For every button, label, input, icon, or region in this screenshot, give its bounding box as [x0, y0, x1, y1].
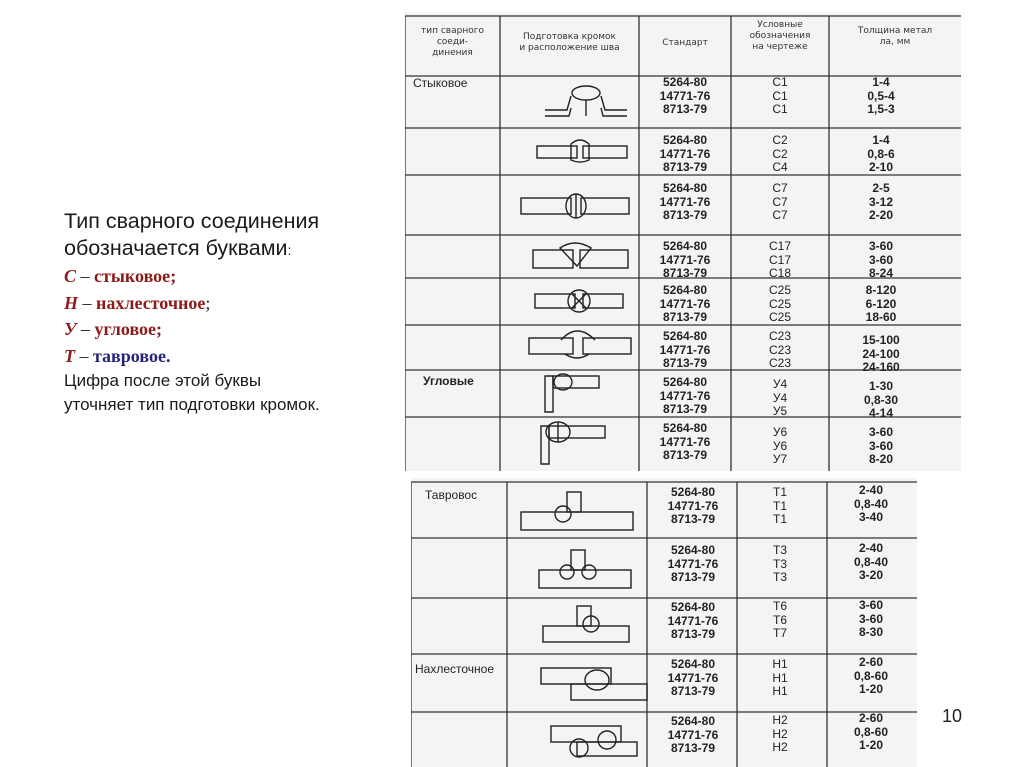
- legend-item-butt: [64, 263, 394, 290]
- code: С4: [772, 160, 788, 174]
- standard: 14771-76: [659, 342, 711, 357]
- standard: 8713-79: [670, 684, 716, 698]
- thickness: 0,8-30: [863, 392, 899, 407]
- thickness: 3-60: [868, 425, 894, 439]
- thickness-cell: [841, 426, 921, 467]
- codes-cell: [755, 134, 805, 175]
- weld-sketch-u6: [541, 422, 605, 464]
- standards-cell: [641, 182, 729, 223]
- weld-sketch-t3: [539, 550, 631, 588]
- thickness-cell: [841, 284, 921, 325]
- header-codes: [731, 20, 829, 53]
- weld-sketch-c1: [545, 86, 627, 116]
- header-codes-line3: на чертеже: [752, 42, 808, 52]
- standard: 14771-76: [659, 88, 711, 103]
- standards-cell: [641, 376, 729, 417]
- header-thickness-line2: ла, мм: [879, 37, 911, 47]
- legend-tail: ;: [170, 266, 177, 286]
- standard: 5264-80: [662, 375, 708, 389]
- standard: 14771-76: [659, 146, 711, 161]
- thickness: 0,8-60: [853, 668, 889, 683]
- standard: 5264-80: [670, 543, 716, 557]
- standard: 14771-76: [659, 388, 711, 403]
- thickness: 24-160: [862, 360, 900, 374]
- thickness: 15-100: [862, 333, 900, 347]
- thickness: 4-14: [868, 406, 894, 420]
- legend-letter: Т: [64, 345, 75, 366]
- standard: 5264-80: [662, 181, 708, 195]
- standard: 14771-76: [667, 556, 719, 571]
- header-prep-line2: и расположение шва: [519, 43, 620, 53]
- thickness: 1,5-3: [867, 102, 895, 116]
- code: С1: [772, 75, 788, 89]
- weld-sketch-c2: [537, 140, 627, 162]
- intro-heading: [64, 208, 394, 263]
- code: С23: [768, 342, 791, 357]
- code: С17: [768, 239, 791, 253]
- thickness-cell: [831, 656, 911, 697]
- standard: 5264-80: [662, 239, 708, 253]
- weld-sketch-c7: [521, 194, 629, 218]
- group-tee: Тавровос: [425, 488, 478, 502]
- codes-cell: [755, 544, 805, 585]
- header-type: [405, 26, 500, 59]
- standards-cell: [649, 601, 737, 642]
- codes-cell: [755, 330, 805, 371]
- standards-cell: [641, 284, 729, 325]
- thickness: 6-120: [865, 296, 897, 311]
- header-prep-line1: Подготовка кромок: [523, 32, 616, 42]
- weld-table-top: [405, 12, 961, 471]
- code: У6: [772, 438, 788, 453]
- standards-cell: [641, 134, 729, 175]
- standards-cell: [649, 658, 737, 699]
- codes-cell: [755, 240, 805, 281]
- header-thickness: [829, 26, 961, 48]
- standard: 5264-80: [662, 329, 708, 343]
- thickness: 1-20: [858, 738, 884, 752]
- standard: 14771-76: [667, 613, 719, 628]
- weld-sketch-c17: [533, 243, 628, 268]
- codes-cell: [755, 76, 805, 117]
- code: Т1: [772, 512, 787, 526]
- weld-sketch-h2: [551, 726, 637, 757]
- weld-sketch-t1: [521, 492, 633, 530]
- thickness: 8-120: [865, 283, 897, 297]
- code: Н1: [772, 684, 788, 698]
- legend-text: нахлесточное: [96, 292, 206, 313]
- legend-item-lap: [64, 290, 394, 317]
- standard: 14771-76: [659, 252, 711, 267]
- header-type-line1: тип сварного соеди-: [421, 26, 484, 47]
- code: С18: [768, 266, 791, 280]
- legend-dash: –: [75, 345, 93, 366]
- legend-dash: –: [76, 319, 95, 339]
- standard: 8713-79: [662, 402, 708, 416]
- codes-cell: [755, 284, 805, 325]
- weld-table-bottom: [411, 478, 917, 767]
- standard: 8713-79: [670, 570, 716, 584]
- thickness-cell: [841, 380, 921, 421]
- thickness: 0,8-40: [853, 496, 889, 511]
- standard: 5264-80: [662, 283, 708, 297]
- thickness-cell: [841, 240, 921, 281]
- standard: 8713-79: [662, 102, 708, 116]
- code: У7: [772, 452, 788, 466]
- standard: 8713-79: [670, 627, 716, 641]
- thickness: 3-60: [858, 611, 884, 626]
- standard: 8713-79: [662, 310, 708, 324]
- standards-cell: [649, 715, 737, 756]
- thickness-cell: [841, 334, 921, 375]
- standard: 14771-76: [659, 194, 711, 209]
- legend-tail: .: [165, 345, 171, 366]
- thickness: 2-20: [868, 208, 894, 222]
- thickness: 2-60: [858, 711, 884, 725]
- standard: 8713-79: [662, 266, 708, 280]
- legend-tail: ;: [156, 319, 163, 339]
- intro-note-line2: уточняет тип подготовки кромок.: [64, 395, 320, 414]
- standard: 8713-79: [662, 448, 708, 462]
- weld-sketch-c25: [535, 290, 623, 312]
- standard: 5264-80: [662, 133, 708, 147]
- legend-text: угловое: [94, 319, 157, 339]
- header-standard: Стандарт: [662, 38, 708, 48]
- group-corner: Угловые: [423, 374, 474, 388]
- weld-sketch-u4: [545, 374, 599, 412]
- group-lap: Нахлесточное: [415, 662, 495, 676]
- code: С2: [772, 146, 788, 161]
- code: У4: [772, 390, 788, 405]
- thickness: 2-40: [858, 541, 884, 555]
- code: Т6: [772, 612, 787, 627]
- code: У4: [772, 377, 788, 391]
- code: Н2: [772, 726, 788, 741]
- standard: 5264-80: [662, 421, 708, 435]
- standards-cell: [641, 330, 729, 371]
- legend-item-corner: [64, 316, 394, 343]
- thickness-cell: [841, 134, 921, 175]
- thickness: 3-60: [868, 438, 894, 453]
- standard: 8713-79: [670, 512, 716, 526]
- code: С1: [772, 102, 788, 116]
- code: Т3: [772, 556, 787, 571]
- thickness: 3-60: [868, 252, 894, 267]
- legend-letter: Н: [64, 292, 79, 313]
- thickness-cell: [831, 542, 911, 583]
- standards-cell: [649, 486, 737, 527]
- intro-heading-line2: обозначается буквами: [64, 235, 288, 260]
- code: Н1: [772, 657, 788, 671]
- codes-cell: [755, 426, 805, 467]
- thickness: 0,8-6: [867, 146, 895, 161]
- code: Т6: [772, 599, 787, 613]
- code: Т1: [772, 485, 787, 499]
- codes-cell: [755, 378, 805, 419]
- code: С23: [768, 329, 791, 343]
- legend-dash: –: [76, 266, 95, 286]
- thickness-cell: [841, 76, 921, 117]
- standards-cell: [641, 240, 729, 281]
- standard: 8713-79: [662, 356, 708, 370]
- standard: 14771-76: [659, 434, 711, 449]
- header-codes-line1: Условные: [757, 20, 803, 30]
- code: Т1: [772, 498, 787, 513]
- standards-cell: [649, 544, 737, 585]
- weld-sketch-t6: [543, 606, 629, 642]
- code: С17: [768, 252, 791, 267]
- codes-cell: [755, 182, 805, 223]
- header-prep: [500, 32, 639, 54]
- code: У5: [772, 404, 788, 418]
- standard: 14771-76: [667, 670, 719, 685]
- standard: 14771-76: [667, 727, 719, 742]
- code: С1: [772, 88, 788, 103]
- standard: 5264-80: [670, 600, 716, 614]
- weld-sketch-h1: [541, 668, 647, 700]
- thickness: 3-12: [868, 194, 894, 209]
- standard: 5264-80: [670, 657, 716, 671]
- code: Т3: [772, 543, 787, 557]
- code: У6: [772, 425, 788, 439]
- code: С25: [768, 283, 791, 297]
- legend-text: стыковое: [94, 266, 171, 286]
- intro-note-line1: Цифра после этой буквы: [64, 371, 262, 390]
- thickness: 0,8-60: [853, 724, 889, 739]
- thickness: 2-10: [868, 160, 894, 174]
- legend-tail: ;: [205, 292, 211, 313]
- legend-letter: С: [64, 266, 77, 286]
- header-codes-line2: обозначения: [749, 31, 811, 41]
- intro-note: [64, 369, 394, 417]
- codes-cell: [755, 600, 805, 641]
- code: С7: [772, 194, 788, 209]
- header-thickness-line1: Толщина метал: [857, 26, 933, 36]
- thickness: 0,5-4: [867, 88, 895, 103]
- page-number: 10: [942, 706, 963, 726]
- thickness: 24-100: [862, 346, 900, 361]
- thickness: 2-5: [872, 181, 890, 195]
- thickness: 1-4: [872, 133, 890, 147]
- standard: 8713-79: [662, 208, 708, 222]
- standard: 8713-79: [670, 741, 716, 755]
- standard: 14771-76: [659, 296, 711, 311]
- code: Н1: [772, 670, 788, 685]
- code: С25: [768, 310, 791, 324]
- thickness: 0,8-40: [853, 554, 889, 569]
- legend-item-tee: [64, 343, 394, 370]
- thickness: 8-20: [868, 452, 894, 466]
- code: Н2: [772, 740, 788, 754]
- code: С2: [772, 133, 788, 147]
- standards-cell: [641, 76, 729, 117]
- header-type-line2: динения: [432, 48, 473, 58]
- thickness: 18-60: [865, 310, 897, 324]
- codes-cell: [755, 714, 805, 755]
- thickness-cell: [831, 599, 911, 640]
- standard: 5264-80: [670, 485, 716, 499]
- group-butt: Стыковое: [413, 76, 468, 90]
- standard: 8713-79: [662, 160, 708, 174]
- intro-heading-line1: Тип сварного соединения: [64, 209, 320, 233]
- thickness: 3-20: [858, 568, 884, 582]
- intro-heading-colon: :: [287, 241, 292, 258]
- thickness: 3-60: [868, 239, 894, 253]
- thickness: 8-24: [868, 266, 894, 280]
- thickness: 1-4: [872, 75, 890, 89]
- standard: 5264-80: [662, 75, 708, 89]
- code: С25: [768, 296, 791, 311]
- codes-cell: [755, 658, 805, 699]
- thickness: 3-60: [858, 598, 884, 612]
- standard: 14771-76: [667, 498, 719, 513]
- thickness: 8-30: [858, 625, 884, 639]
- thickness: 2-40: [858, 483, 884, 497]
- code: Т3: [772, 570, 787, 584]
- code: С23: [768, 356, 791, 370]
- thickness: 2-60: [858, 655, 884, 669]
- intro-text: [64, 208, 394, 417]
- legend-dash: –: [78, 292, 97, 313]
- code: С7: [772, 181, 788, 195]
- thickness: 1-20: [858, 682, 884, 696]
- legend-letter: У: [64, 319, 77, 339]
- thickness-cell: [831, 484, 911, 525]
- standard: 5264-80: [670, 714, 716, 728]
- thickness: 1-30: [868, 379, 894, 393]
- code: Т7: [772, 626, 787, 640]
- codes-cell: [755, 486, 805, 527]
- standards-cell: [641, 422, 729, 463]
- code: Н2: [772, 713, 788, 727]
- legend-text: тавровое: [93, 345, 166, 366]
- thickness-cell: [841, 182, 921, 223]
- thickness-cell: [831, 712, 911, 753]
- thickness: 3-40: [858, 510, 884, 524]
- code: С7: [772, 208, 788, 222]
- weld-sketch-c23: [529, 331, 631, 358]
